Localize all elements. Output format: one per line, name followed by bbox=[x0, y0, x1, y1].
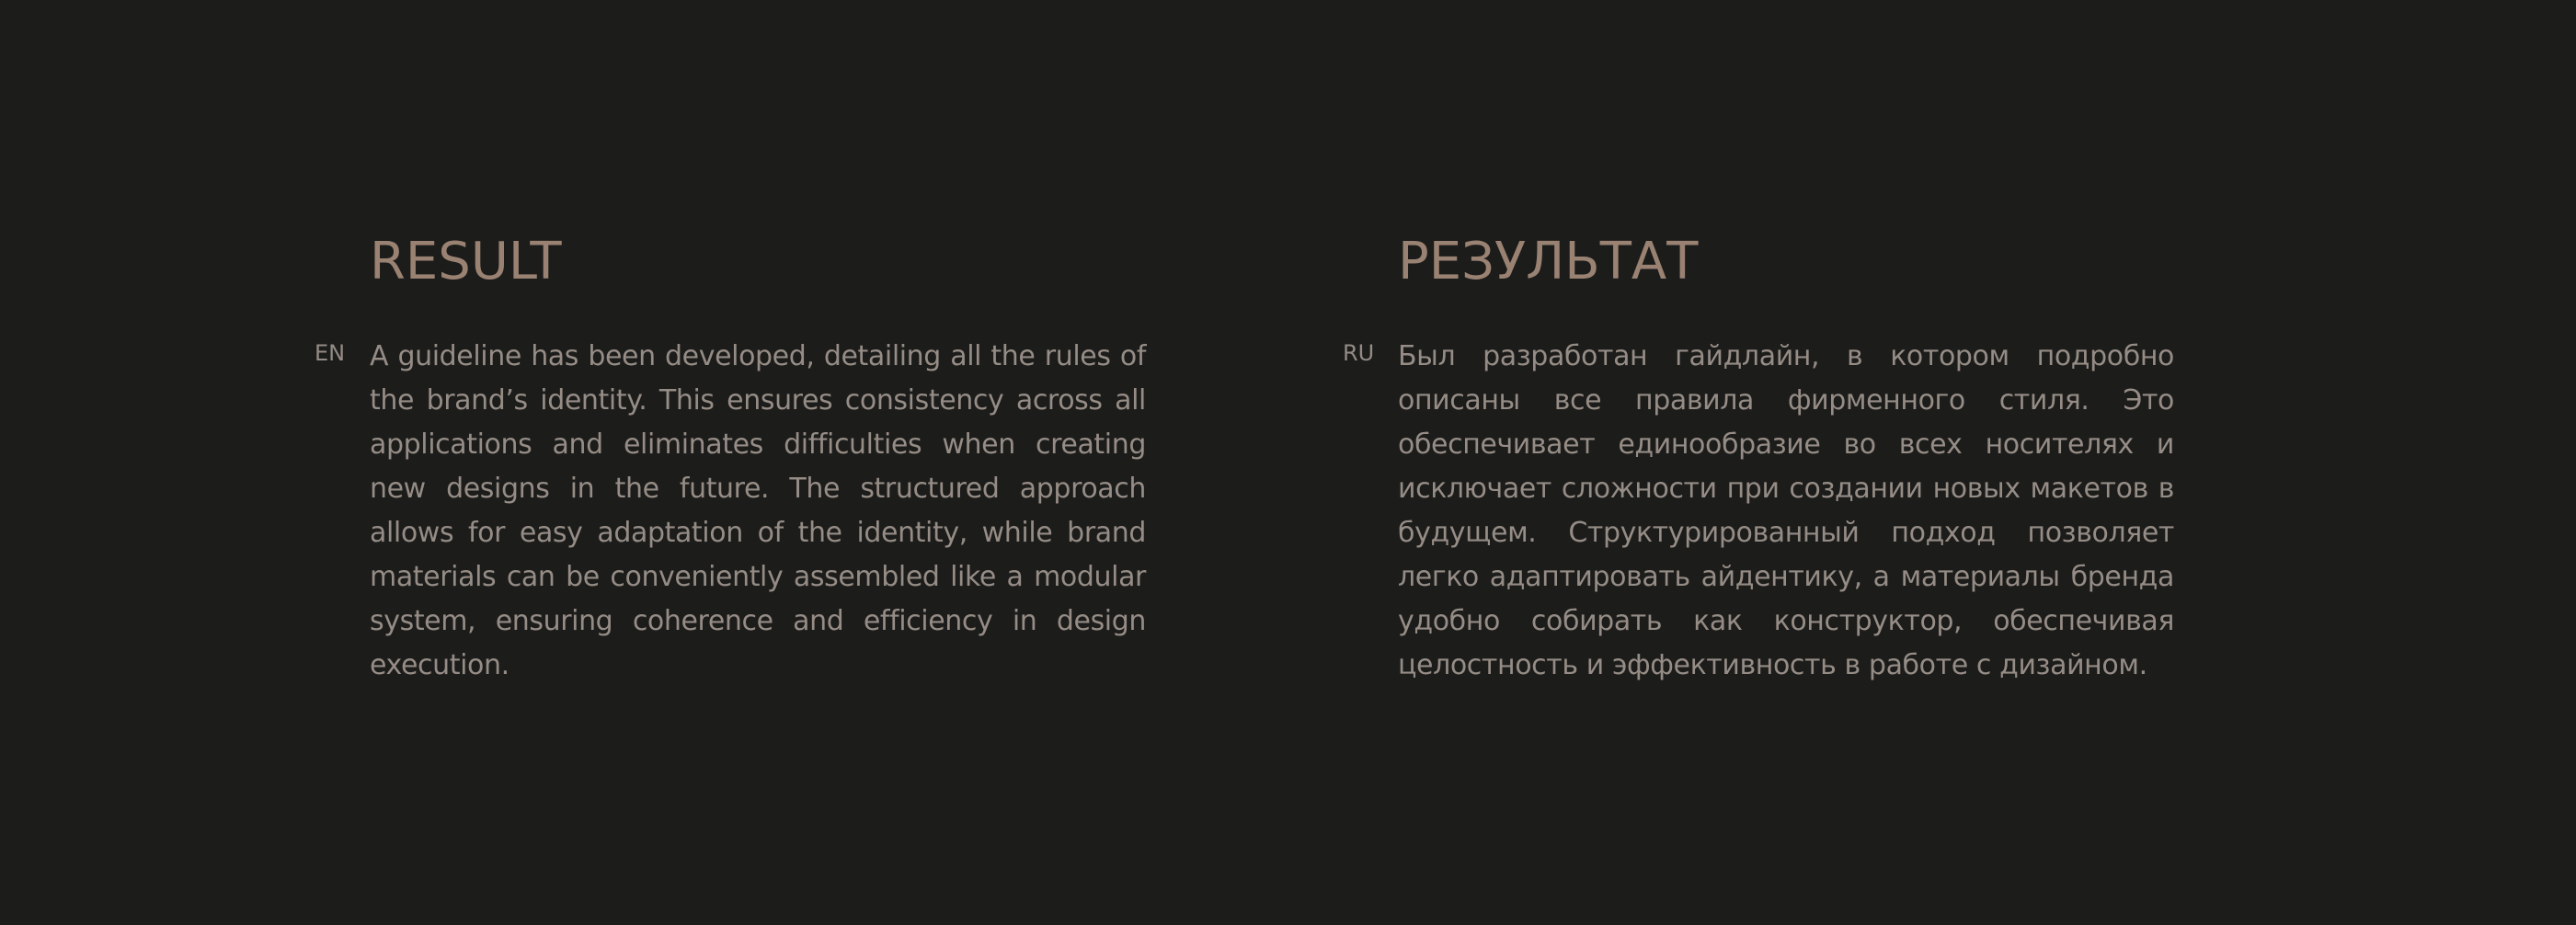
language-tag-en: EN bbox=[315, 340, 346, 366]
section-title-ru: РЕЗУЛЬТАТ bbox=[1398, 232, 1699, 291]
section-body-ru: Был разработан гайдлайн, в котором подробно описаны все правила фирменного стиля. Это обеспечивает единообразие во всех носителях и исключает сложности при создании новых макетов в будущем. Структурированный подход позволяет легко адаптировать айдентику, а материалы бренда удобно собирать как конструктор, обеспечивая целостность и эффективность в работе с дизайном. bbox=[1398, 340, 2174, 681]
language-tag-ru: RU bbox=[1343, 340, 1375, 366]
section-body-en: A guideline has been developed, detailing all the rules of the brand’s identity. This ensures consistency across all applications and eliminates difficulties when creating new designs in the future. The structured approach allows for easy adaptation of the identity, while brand materials can be conveniently assembled like a modular system, ensuring coherence and efficiency in design execution. bbox=[370, 340, 1146, 681]
section-title-en: RESULT bbox=[370, 232, 562, 291]
